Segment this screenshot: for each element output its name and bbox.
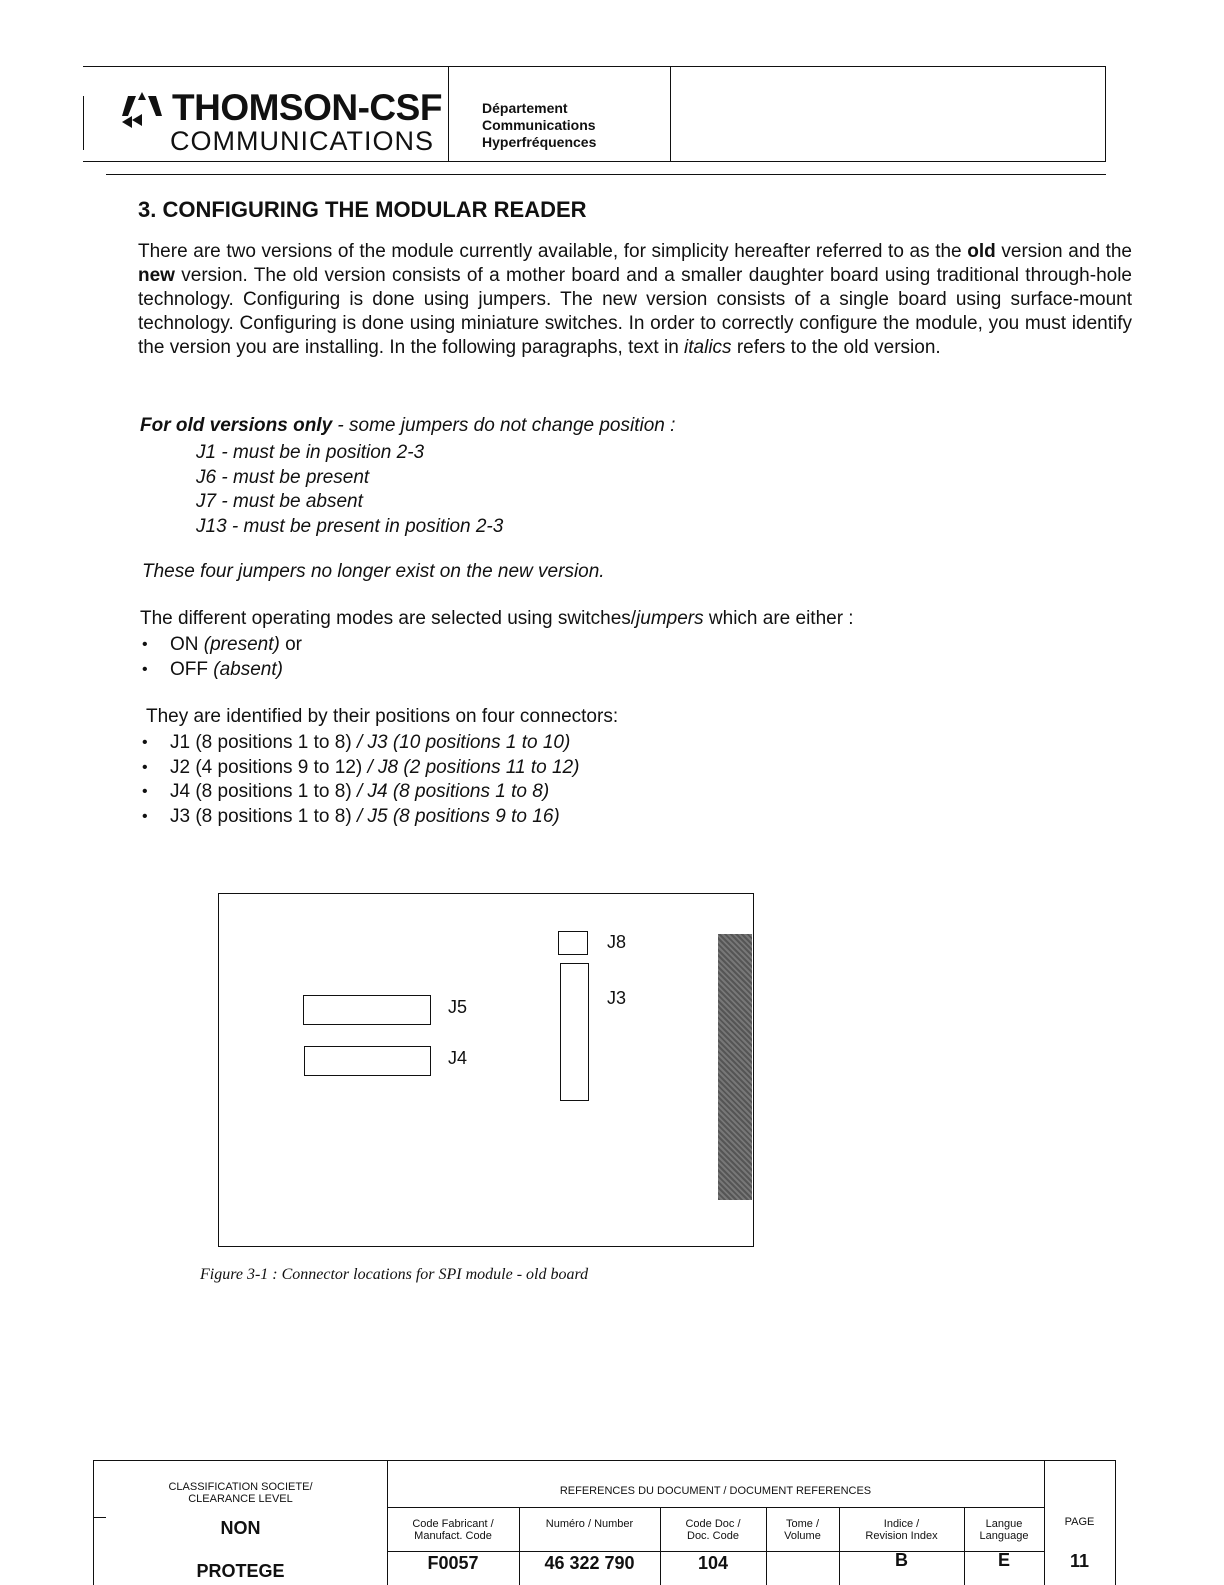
footer-table: [93, 1460, 1116, 1585]
connector-old: / J5 (8 positions 9 to 16): [356, 805, 560, 827]
connector-item: [140, 805, 579, 830]
ref-col-header: [387, 1518, 519, 1542]
ref-col-h2: Revision Index: [865, 1530, 938, 1542]
edge-connector: [718, 934, 752, 1200]
ref-col-header: [839, 1518, 964, 1542]
ref-value: B: [895, 1550, 908, 1570]
ref-col-h1: Indice /: [883, 1518, 920, 1530]
no-longer-text: These four jumpers no longer exist on the new version.: [142, 561, 605, 582]
mode-on-italic: (present): [203, 634, 280, 655]
ref-value: F0057: [427, 1553, 479, 1573]
modes-italic: jumpers: [636, 608, 704, 629]
department: [482, 100, 596, 151]
connector-j3: [560, 963, 589, 1101]
ref-col-h1: Code Doc /: [685, 1518, 741, 1530]
intro-text: There are two versions of the module currently available, for simplicity hereafter referred to as the: [138, 241, 968, 262]
connector-item: [140, 731, 579, 756]
mode-off-item: [140, 658, 302, 683]
connector-item: [140, 780, 579, 805]
classification-value: NON: [220, 1518, 261, 1538]
ref-col-h1: Langue: [985, 1518, 1023, 1530]
jumper-item: J13 - must be present in position 2-3: [196, 515, 504, 537]
department-line: Département: [482, 100, 568, 116]
ref-col-header: [660, 1518, 766, 1542]
label-j5: J5: [448, 997, 468, 1017]
references-header: REFERENCES DU DOCUMENT / DOCUMENT REFERENCES: [559, 1485, 872, 1497]
ref-col-h1: Numéro / Number: [545, 1518, 634, 1530]
connector-new: J1 (8 positions 1 to 8): [170, 732, 357, 753]
mode-on: ON: [170, 634, 204, 655]
ref-value: E: [997, 1550, 1010, 1570]
mode-off-italic: (absent): [213, 658, 283, 680]
mode-on-suffix: or: [279, 634, 302, 655]
ref-col-h1: Tome /: [785, 1518, 819, 1530]
identified-text: They are identified by their positions on four connectors:: [146, 706, 619, 727]
connector-item: [140, 756, 579, 781]
page-number: 11: [1069, 1551, 1090, 1571]
connector-j4: [304, 1046, 431, 1076]
connector-old: / J4 (8 positions 1 to 8): [356, 781, 550, 802]
intro-italics: italics: [684, 337, 732, 358]
connector-old: / J3 (10 positions 1 to 10): [356, 732, 571, 753]
section-title: 3. CONFIGURING THE MODULAR READER: [138, 197, 587, 222]
intro-paragraph: [138, 240, 1132, 360]
connector-new: J3 (8 positions 1 to 8): [170, 805, 357, 827]
label-j3: J3: [607, 988, 627, 1008]
footer-rule: [387, 1551, 1044, 1552]
ref-col-h2: Language: [979, 1530, 1029, 1542]
modes-part: which are either :: [703, 608, 854, 629]
ref-col-h2: Doc. Code: [687, 1530, 739, 1542]
classification-header-line: CLASSIFICATION SOCIETE/: [168, 1481, 313, 1493]
mode-on-item: [140, 633, 302, 658]
thomson-logo-icon: [118, 90, 166, 138]
label-j8: J8: [607, 932, 627, 952]
department-line: Communications: [482, 117, 596, 133]
ref-col-header: [964, 1518, 1044, 1542]
intro-text: version and the: [995, 241, 1132, 262]
page-label: PAGE: [1064, 1516, 1095, 1528]
modes-part: The different operating modes are selected using switches/: [140, 608, 637, 629]
ref-col-h2: Volume: [784, 1530, 821, 1542]
header-divider: [448, 66, 449, 162]
intro-new: new: [138, 265, 175, 286]
classification-header: [94, 1481, 387, 1505]
classification-header-line: CLEARANCE LEVEL: [188, 1493, 293, 1505]
figure-caption: Figure 3-1 : Connector locations for SPI module - old board: [200, 1266, 589, 1283]
connector-list: [140, 731, 579, 829]
brand-subtitle: COMMUNICATIONS: [170, 126, 434, 156]
modes-text: [140, 607, 854, 632]
header-divider: [670, 66, 671, 162]
header-rule: [106, 174, 1106, 175]
connector-new: J2 (4 positions 9 to 12): [170, 756, 368, 778]
ref-value: 46 322 790: [544, 1553, 635, 1573]
mode-list: [140, 633, 302, 682]
ref-col-header: [519, 1518, 660, 1530]
ref-col-h2: Manufact. Code: [414, 1530, 492, 1542]
department-line: Hyperfréquences: [482, 134, 597, 150]
intro-text: refers to the old version.: [731, 337, 941, 358]
ref-col-header: [766, 1518, 839, 1542]
mode-off: OFF: [170, 658, 214, 680]
ref-value: 104: [697, 1553, 729, 1573]
tick-mark: [94, 1517, 106, 1518]
connector-j8: [558, 931, 588, 955]
connector-old: / J8 (2 positions 11 to 12): [367, 756, 580, 778]
classification-value-2: PROTEGE: [196, 1561, 285, 1581]
footer-rule: [387, 1507, 1044, 1508]
connector-new: J4 (8 positions 1 to 8): [170, 781, 357, 802]
brand-name: THOMSON-CSF: [172, 87, 442, 128]
jumper-item: J6 - must be present: [196, 466, 370, 488]
jumper-list: [196, 441, 503, 539]
jumper-item: J1 - must be in position 2-3: [196, 442, 425, 463]
old-version-note: [140, 414, 675, 438]
note-text: - some jumpers do not change position :: [332, 415, 676, 436]
label-j4: J4: [448, 1048, 468, 1068]
board-outline: [218, 893, 754, 1247]
jumper-item: J7 - must be absent: [196, 491, 363, 512]
header-left-rule: [83, 96, 84, 150]
note-bold: For old versions only: [140, 415, 333, 436]
intro-old: old: [967, 241, 996, 262]
ref-col-h1: Code Fabricant /: [412, 1518, 494, 1530]
connector-j5: [303, 995, 431, 1025]
intro-text: version. The old version consists of a mother board and a smaller daughter board using traditional through-hole technology. Configuring is done using jumpers. The new version consists of a single board using surface-mount technology. Configuring is done using miniature switches. In order to correctly configure the module, you must identify the version you are installing. In the following paragraphs, text in: [138, 265, 1132, 358]
